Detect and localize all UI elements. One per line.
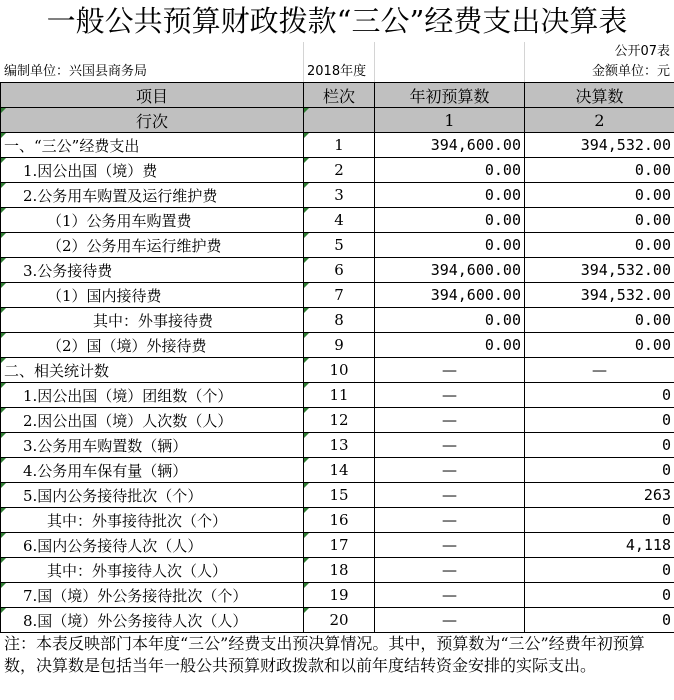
footnote: 注：本表反映部门本年度“三公”经费支出预决算情况。其中，预算数为“三公”经费年初预算数，决算数是包括当年一般公共预算财政拨款和以前年度结转资金安排的实际支出。 xyxy=(4,634,645,675)
row-final: 394,532.00 xyxy=(525,258,674,283)
row-col: 19 xyxy=(304,583,375,608)
row-final: 0 xyxy=(525,408,674,433)
row-budget: — xyxy=(375,608,525,633)
row-budget: — xyxy=(375,533,525,558)
row-budget: 0.00 xyxy=(375,333,525,358)
row-budget: 0.00 xyxy=(375,308,525,333)
row-budget: 394,600.00 xyxy=(375,283,525,308)
row-final: 0 xyxy=(525,433,674,458)
form-code-row xyxy=(0,42,674,62)
header-col: 栏次 xyxy=(304,83,375,108)
table-row xyxy=(1,158,674,183)
row-budget: — xyxy=(375,558,525,583)
row-final: 394,532.00 xyxy=(525,133,674,158)
subheader-budget: 1 xyxy=(375,108,525,133)
row-col: 4 xyxy=(304,208,375,233)
row-final: 4,118 xyxy=(525,533,674,558)
table-row xyxy=(1,608,674,633)
table-row xyxy=(1,358,674,383)
row-budget: — xyxy=(375,383,525,408)
header-item: 项目 xyxy=(1,83,304,108)
row-item: 6.国内公务接待人次（人） xyxy=(1,533,304,558)
row-final: 0 xyxy=(525,508,674,533)
subheader-row xyxy=(1,108,674,133)
row-item: 一、“三公”经费支出 xyxy=(1,133,304,158)
report-year: 2018年度 xyxy=(307,64,367,79)
row-final: — xyxy=(525,358,674,383)
row-budget: 0.00 xyxy=(375,183,525,208)
table-row xyxy=(1,308,674,333)
row-budget: — xyxy=(375,583,525,608)
header-final: 决算数 xyxy=(525,83,674,108)
row-col: 17 xyxy=(304,533,375,558)
table-row xyxy=(1,183,674,208)
table-row xyxy=(1,233,674,258)
unit-row xyxy=(0,62,674,82)
row-item: （2）国（境）外接待费 xyxy=(1,333,304,358)
row-item: 5.国内公务接待批次（个） xyxy=(1,483,304,508)
row-budget: 394,600.00 xyxy=(375,133,525,158)
table-row xyxy=(1,333,674,358)
row-item: 其中：外事接待批次（个） xyxy=(1,508,304,533)
row-final: 394,532.00 xyxy=(525,283,674,308)
row-item: 8.国（境）外公务接待人次（人） xyxy=(1,608,304,633)
row-item: 2.公务用车购置及运行维护费 xyxy=(1,183,304,208)
form-code: 公开07表 xyxy=(614,44,670,59)
report-title: 一般公共预算财政拨款“三公”经费支出决算表 xyxy=(46,4,628,38)
subheader-col xyxy=(304,108,375,133)
row-item: 其中：外事接待费 xyxy=(1,308,304,333)
row-budget: — xyxy=(375,408,525,433)
row-budget: — xyxy=(375,508,525,533)
row-final: 0.00 xyxy=(525,208,674,233)
row-item: 4.公务用车保有量（辆） xyxy=(1,458,304,483)
row-budget: — xyxy=(375,358,525,383)
row-budget: 0.00 xyxy=(375,158,525,183)
row-col: 7 xyxy=(304,283,375,308)
expenditure-table xyxy=(0,82,674,633)
table-row xyxy=(1,508,674,533)
subheader-final: 2 xyxy=(525,108,674,133)
row-item: （2）公务用车运行维护费 xyxy=(1,233,304,258)
row-final: 0 xyxy=(525,583,674,608)
row-col: 10 xyxy=(304,358,375,383)
row-budget: — xyxy=(375,483,525,508)
row-final: 0 xyxy=(525,608,674,633)
row-item: 二、相关统计数 xyxy=(1,358,304,383)
row-item: （1）公务用车购置费 xyxy=(1,208,304,233)
row-item: 1.因公出国（境）费 xyxy=(1,158,304,183)
table-row xyxy=(1,533,674,558)
row-budget: — xyxy=(375,433,525,458)
table-row xyxy=(1,458,674,483)
table-row xyxy=(1,433,674,458)
row-final: 0.00 xyxy=(525,308,674,333)
row-budget: 394,600.00 xyxy=(375,258,525,283)
row-col: 8 xyxy=(304,308,375,333)
row-final: 0.00 xyxy=(525,333,674,358)
row-item: 2.因公出国（境）人次数（人） xyxy=(1,408,304,433)
row-col: 20 xyxy=(304,608,375,633)
row-col: 1 xyxy=(304,133,375,158)
table-row xyxy=(1,483,674,508)
compiling-unit: 编制单位：兴国县商务局 xyxy=(4,64,148,79)
table-row xyxy=(1,383,674,408)
row-col: 12 xyxy=(304,408,375,433)
row-col: 15 xyxy=(304,483,375,508)
row-budget: — xyxy=(375,458,525,483)
row-col: 16 xyxy=(304,508,375,533)
row-item: 其中：外事接待人次（人） xyxy=(1,558,304,583)
row-final: 0.00 xyxy=(525,233,674,258)
table-row xyxy=(1,583,674,608)
row-final: 0 xyxy=(525,383,674,408)
table-row xyxy=(1,133,674,158)
row-final: 0 xyxy=(525,558,674,583)
header-row xyxy=(1,83,674,108)
row-col: 3 xyxy=(304,183,375,208)
row-item: （1）国内接待费 xyxy=(1,283,304,308)
row-col: 18 xyxy=(304,558,375,583)
row-item: 3.公务接待费 xyxy=(1,258,304,283)
row-budget: 0.00 xyxy=(375,208,525,233)
table-row xyxy=(1,558,674,583)
row-final: 0.00 xyxy=(525,183,674,208)
row-col: 11 xyxy=(304,383,375,408)
row-col: 14 xyxy=(304,458,375,483)
row-final: 0 xyxy=(525,458,674,483)
row-item: 7.国（境）外公务接待批次（个） xyxy=(1,583,304,608)
row-final: 0.00 xyxy=(525,158,674,183)
row-col: 13 xyxy=(304,433,375,458)
row-col: 5 xyxy=(304,233,375,258)
table-row xyxy=(1,208,674,233)
row-budget: 0.00 xyxy=(375,233,525,258)
row-item: 1.因公出国（境）团组数（个） xyxy=(1,383,304,408)
header-budget: 年初预算数 xyxy=(375,83,525,108)
row-col: 9 xyxy=(304,333,375,358)
subheader-item: 行次 xyxy=(1,108,304,133)
amount-unit: 金额单位：元 xyxy=(591,64,670,79)
table-row xyxy=(1,408,674,433)
row-final: 263 xyxy=(525,483,674,508)
table-row xyxy=(1,258,674,283)
row-col: 6 xyxy=(304,258,375,283)
row-item: 3.公务用车购置数（辆） xyxy=(1,433,304,458)
row-col: 2 xyxy=(304,158,375,183)
table-row xyxy=(1,283,674,308)
